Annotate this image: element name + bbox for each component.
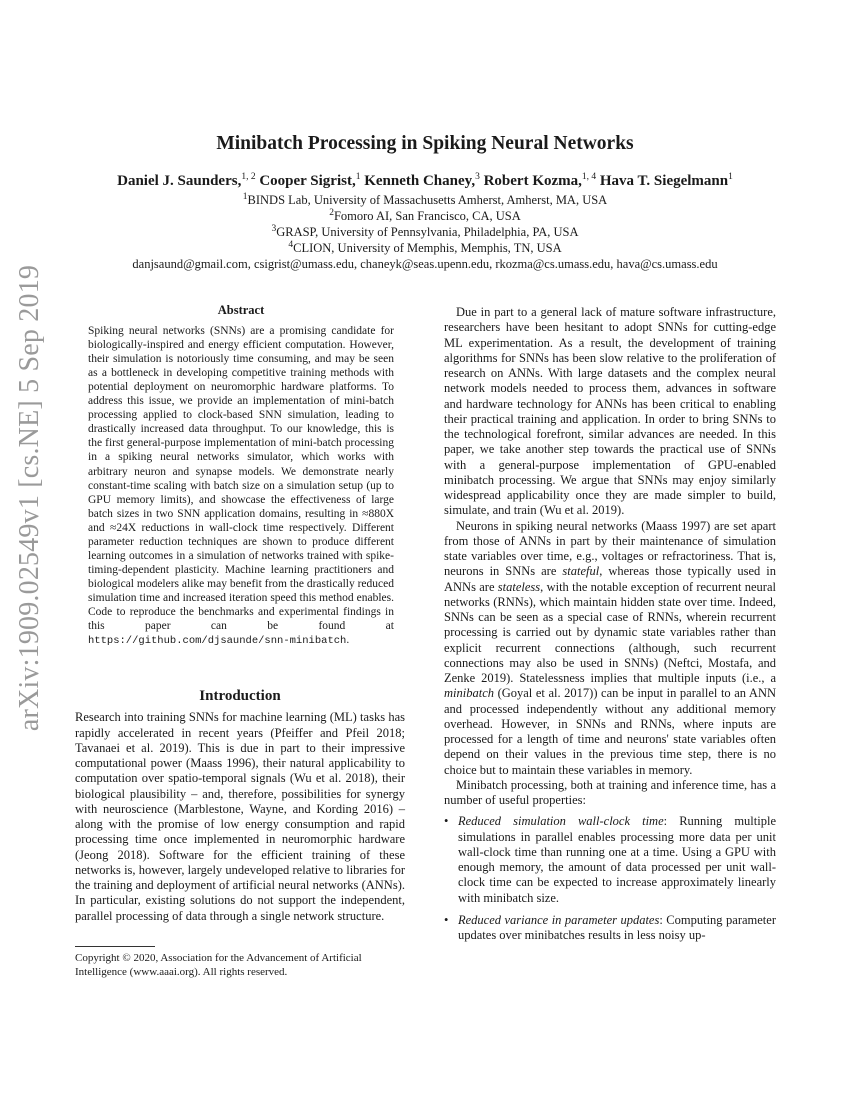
copyright-footnote — [75, 946, 405, 979]
affiliation: $^3$GRASP, University of Pennsylvania, Philadelphia, PA, USA — [271, 223, 579, 239]
introduction-section — [75, 689, 405, 924]
introduction-heading: Introduction — [199, 688, 281, 704]
arxiv-stamp — [6, 264, 54, 731]
affiliation: $^4$CLION, University of Memphis, Memphis, TN, USA — [288, 239, 562, 255]
email-list: danjsaund@gmail.com, csigrist@umass.edu, chaneyk@seas.upenn.edu, rkozma@cs.umass.edu, hava@cs.umass.edu — [132, 257, 718, 271]
paragraph: Due in part to a general lack of mature software infrastructure, researchers have been hesitant to adopt SNNs for cutting-edge ML experimentation. As a result, the development of training algorithms for SNNs has been slow relative to the proliferation of research on ANNs. With large datasets and the complex neural network models needed to process them, advances in software and hardware technology for ANNs has been critical to enabling their practical training and application. In order to bring SNNs to the technological forefront, similar advances are needed. In this paper, we take another step towards the practical use of SNNs with a general-purpose implementation of GPU-enabled minibatch processing. We argue that SNNs may enjoy similarly widespread applicability once they are made simpler to build, simulate, and train (Wu et al. 2019). — [444, 305, 776, 518]
right-column — [444, 305, 776, 950]
author: Kenneth Chaney,$^3$ — [364, 172, 480, 189]
bullet-icon: • — [444, 814, 449, 829]
paragraph: Neurons in spiking neural networks (Maass 1997) are set apart from those of ANNs in part by their maintenance of simulation state variables over time, e.g., voltages or refractoriness. That is, neurons in SNNs are stateful, whereas those typically used in ANNs are stateless, with the notable exception of recurrent neural networks (RNNs), which maintain hidden state over time. Indeed, SNNs can be seen as a special case of RNNs, wherein recurrent processing is carried out by dynamic state variables rather than explicit recurrent connections (although, such recurrent connections may also be used in SNNs) (Neftci, Mostafa, and Zenke 2019). Statelessness implies that multiple inputs (i.e., a minibatch (Goyal et al. 2017)) can be input in parallel to an ANN and processed independently without any additional memory overhead. However, in SNNs and RNNs, where inputs are processed for a length of time and neurons' state variables often depend on their values in the previous time step, there is no choice but to maintain these variables in memory. — [444, 518, 776, 777]
author-list — [0, 173, 850, 190]
author: Hava T. Siegelmann$^1$ — [599, 172, 733, 189]
paper-title: Minibatch Processing in Spiking Neural Networks — [216, 133, 634, 154]
list-item: • Reduced simulation wall-clock time: Running multiple simulations in parallel enables processing more data per unit wall-clock time than running one at a time. Using a GPU with enough memory, the amount of data processed per unit wall-clock time can be expected to increase approximately linearly with minibatch size. — [444, 814, 776, 905]
affiliation: $^2$Fomoro AI, San Francisco, CA, USA — [329, 207, 521, 223]
bullet-icon: • — [444, 912, 449, 927]
paragraph: Minibatch processing, both at training and inference time, has a number of useful properties: — [444, 777, 776, 807]
footnote-rule — [75, 946, 155, 947]
author: Daniel J. Saunders,$^{1, 2}$ — [117, 172, 256, 189]
properties-list — [444, 814, 776, 943]
footnote-text: Copyright © 2020, Association for the Advancement of Artificial Intelligence (www.aaai.org). All rights reserved. — [75, 952, 362, 978]
author: Cooper Sigrist,$^1$ — [259, 172, 361, 189]
code-link[interactable]: https://github.com/djsaunde/snn-minibatch — [88, 635, 347, 648]
introduction-text: Research into training SNNs for machine learning (ML) tasks has rapidly accelerated in recent years (Pfeiffer and Pfeil 2018; Tavanaei et al. 2019). This is due in part to their impressive computational power (Maass 1996), their natural applicability to computation over spatio-temporal signals (Wu et al. 2018), their biological plausibility – and, therefore, possibilities for synergy with neuroscience (Marblestone, Wayne, and Kording 2016) – along with the promise of low energy consumption and rapid processing time once implemented in neuromorphic hardware (Jeong 2018). Software for the efficient training of these networks is, however, largely undeveloped relative to libraries for the training and deployment of artificial neural networks (ANNs). In particular, existing solutions do not support the independent, parallel processing of data through a single network structure. — [75, 710, 405, 923]
abstract-heading: Abstract — [217, 303, 265, 317]
arxiv-identifier: arXiv:1909.02549v1 [cs.NE] 5 Sep 2019 — [14, 264, 46, 731]
list-item: • Reduced variance in parameter updates: Computing parameter updates over minibatches results in less noisy up- — [444, 912, 776, 942]
abstract-text: Spiking neural networks (SNNs) are a promising candidate for biologically-inspired and energy efficient computation. However, their simulation is notoriously time consuming, and may be seen as a bottleneck in developing competitive training methods with potential deployment on neuromorphic hardware platforms. To address this issue, we provide an implementation of mini-batch processing applied to clock-based SNN simulation, leading to drastically increased data throughput. To our knowledge, this is the first general-purpose implementation of mini-batch processing in a spiking neural networks simulator, which works with arbitrary neuron and synapse models. We demonstrate nearly constant-time scaling with batch size on a simulation setup (up to GPU memory limits), and showcase the effectiveness of large batch sizes in two SNN application domains, resulting in ≈880X and ≈24X reductions in wall-clock time respectively. Different parameter reduction techniques are shown to produce different learning outcomes in a simulation of networks trained with spike-timing-dependent plasticity. Machine learning practitioners and biological modelers alike may benefit from the drastically reduced simulation time and increased iteration speed this method enables. Code to reproduce the benchmarks and experimental findings in this paper can be found at https://github.com/djsaunde/snn-minibatch. — [88, 325, 394, 648]
author: Robert Kozma,$^{1, 4}$ — [483, 172, 597, 189]
affiliation: $^1$BINDS Lab, University of Massachusetts Amherst, Amherst, MA, USA — [242, 191, 608, 207]
abstract-section — [88, 303, 394, 648]
